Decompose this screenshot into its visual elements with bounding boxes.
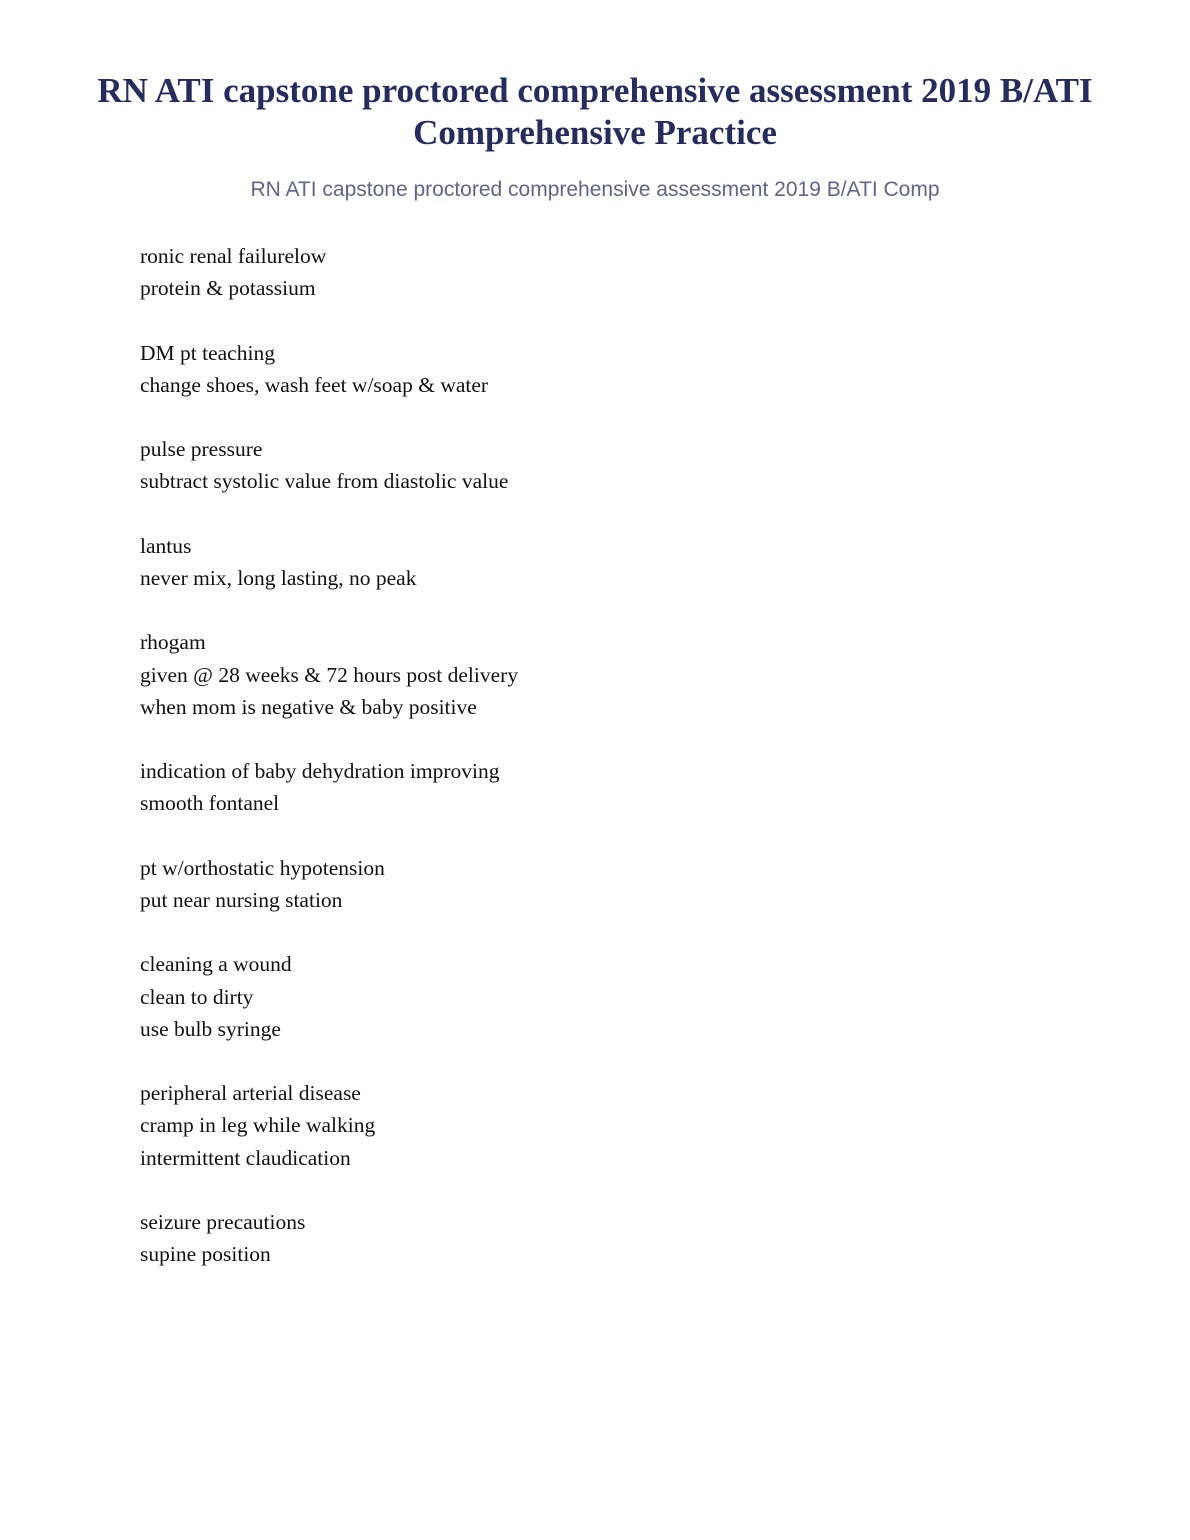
entry-term: DM pt teaching: [140, 340, 275, 365]
entry-definition: given @ 28 weeks & 72 hours post delivery: [140, 662, 519, 687]
page-subtitle: RN ATI capstone proctored comprehensive assessment 2019 B/ATI Comp: [250, 178, 940, 201]
flashcard-entry: [140, 433, 1040, 497]
entry-definition: cramp in leg while walking: [140, 1113, 376, 1138]
entry-term: lantus: [140, 533, 192, 558]
entry-term: pt w/orthostatic hypotension: [140, 855, 385, 880]
entry-definition: intermittent claudication: [140, 1145, 351, 1170]
flashcard-entry: [140, 337, 1040, 401]
entry-definition: never mix, long lasting, no peak: [140, 565, 417, 590]
entry-definition: supine position: [140, 1242, 271, 1267]
entry-term: peripheral arterial disease: [140, 1081, 361, 1106]
entry-term: seizure precautions: [140, 1209, 306, 1234]
entry-definition: subtract systolic value from diastolic value: [140, 469, 509, 494]
entry-definition: put near nursing station: [140, 887, 343, 912]
entry-definition: smooth fontanel: [140, 791, 280, 816]
flashcard-entry: [140, 1077, 1040, 1174]
entry-definition: change shoes, wash feet w/soap & water: [140, 372, 489, 397]
flashcard-entry: [140, 755, 1040, 819]
entry-definition: when mom is negative & baby positive: [140, 694, 477, 719]
flashcard-entry: [140, 1206, 1040, 1270]
flashcard-entry: [140, 852, 1040, 916]
flashcard-entry: [140, 948, 1040, 1045]
entry-definition: use bulb syringe: [140, 1016, 281, 1041]
entry-definition: protein & potassium: [140, 276, 316, 301]
flashcard-entry: [140, 530, 1040, 594]
flashcard-entry: [140, 626, 1040, 723]
entry-definition: clean to dirty: [140, 984, 254, 1009]
entry-term: pulse pressure: [140, 437, 263, 462]
page-title: RN ATI capstone proctored comprehensive assessment 2019 B/ATI Comprehensive Practice: [97, 71, 1093, 152]
flashcard-list: [140, 240, 1040, 1303]
entry-term: cleaning a wound: [140, 952, 292, 977]
entry-term: ronic renal failurelow: [140, 244, 327, 268]
flashcard-entry: [140, 240, 1040, 304]
entry-term: indication of baby dehydration improving: [140, 759, 500, 784]
entry-term: rhogam: [140, 630, 206, 655]
